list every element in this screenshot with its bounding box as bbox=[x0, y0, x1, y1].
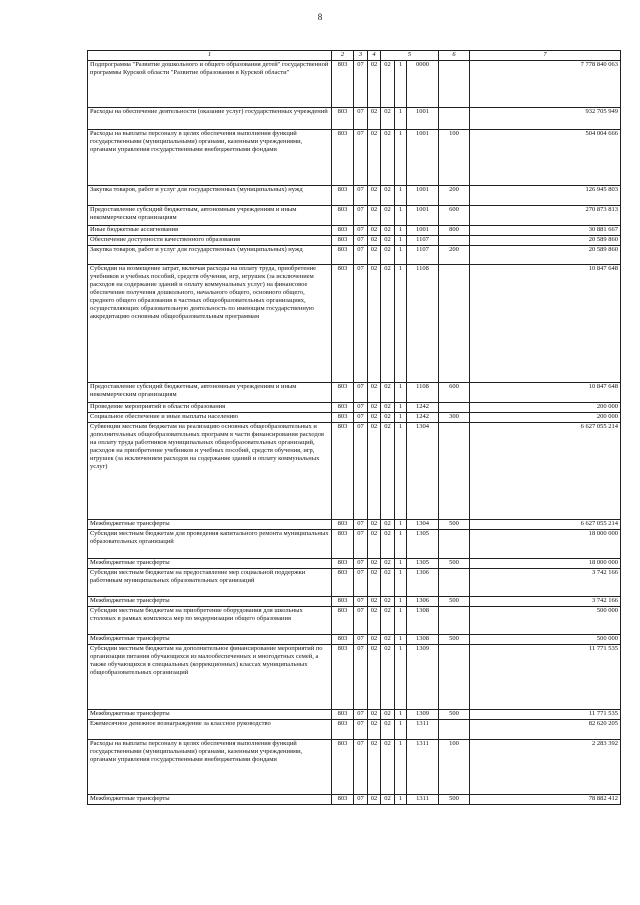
cell-expense-type-code: 500 bbox=[439, 710, 470, 720]
cell-subprogram-code: 1 bbox=[395, 61, 407, 108]
cell-subsection-code: 02 bbox=[368, 413, 381, 423]
table-row bbox=[88, 265, 621, 383]
cell-ministry-code: 803 bbox=[332, 61, 354, 108]
table-row bbox=[88, 423, 621, 520]
cell-subsection-code: 02 bbox=[368, 530, 381, 559]
table-row bbox=[88, 559, 621, 569]
cell-direction-code: 1311 bbox=[407, 720, 439, 740]
cell-subsection-code: 02 bbox=[368, 645, 381, 710]
cell-program-code: 02 bbox=[381, 635, 395, 645]
cell-amount: 200 000 bbox=[470, 403, 621, 413]
table-row bbox=[88, 569, 621, 597]
cell-subsection-code: 02 bbox=[368, 720, 381, 740]
table-row bbox=[88, 740, 621, 795]
cell-section-code: 07 bbox=[354, 520, 368, 530]
cell-expense-type-code: 500 bbox=[439, 597, 470, 607]
table-row bbox=[88, 720, 621, 740]
column-header: 4 bbox=[368, 51, 381, 61]
cell-ministry-code: 803 bbox=[332, 645, 354, 710]
cell-subprogram-code: 1 bbox=[395, 795, 407, 805]
cell-section-code: 07 bbox=[354, 206, 368, 226]
row-description: Ежемесячное денежное вознаграждение за классное руководство bbox=[88, 720, 332, 740]
cell-section-code: 07 bbox=[354, 635, 368, 645]
cell-direction-code: 1108 bbox=[407, 383, 439, 403]
table-row bbox=[88, 226, 621, 236]
budget-table bbox=[87, 50, 621, 805]
cell-program-code: 02 bbox=[381, 597, 395, 607]
cell-subprogram-code: 1 bbox=[395, 720, 407, 740]
cell-expense-type-code: 300 bbox=[439, 413, 470, 423]
cell-subsection-code: 02 bbox=[368, 795, 381, 805]
cell-direction-code: 1001 bbox=[407, 186, 439, 206]
cell-subprogram-code: 1 bbox=[395, 413, 407, 423]
cell-subsection-code: 02 bbox=[368, 383, 381, 403]
cell-amount: 200 000 bbox=[470, 413, 621, 423]
cell-section-code: 07 bbox=[354, 236, 368, 246]
cell-ministry-code: 803 bbox=[332, 569, 354, 597]
cell-program-code: 02 bbox=[381, 645, 395, 710]
column-header: 3 bbox=[354, 51, 368, 61]
cell-program-code: 02 bbox=[381, 423, 395, 520]
cell-subsection-code: 02 bbox=[368, 130, 381, 186]
cell-amount: 20 589 860 bbox=[470, 246, 621, 265]
cell-program-code: 02 bbox=[381, 61, 395, 108]
cell-subsection-code: 02 bbox=[368, 226, 381, 236]
cell-subsection-code: 02 bbox=[368, 559, 381, 569]
cell-subsection-code: 02 bbox=[368, 569, 381, 597]
cell-amount: 30 881 667 bbox=[470, 226, 621, 236]
cell-direction-code: 1304 bbox=[407, 520, 439, 530]
cell-program-code: 02 bbox=[381, 236, 395, 246]
cell-ministry-code: 803 bbox=[332, 226, 354, 236]
cell-section-code: 07 bbox=[354, 645, 368, 710]
cell-subprogram-code: 1 bbox=[395, 645, 407, 710]
cell-subprogram-code: 1 bbox=[395, 236, 407, 246]
cell-expense-type-code bbox=[439, 530, 470, 559]
row-description: Межбюджетные трансферты bbox=[88, 559, 332, 569]
cell-ministry-code: 803 bbox=[332, 710, 354, 720]
cell-subprogram-code: 1 bbox=[395, 246, 407, 265]
table-row bbox=[88, 645, 621, 710]
cell-ministry-code: 803 bbox=[332, 635, 354, 645]
cell-amount: 270 873 813 bbox=[470, 206, 621, 226]
cell-ministry-code: 803 bbox=[332, 403, 354, 413]
cell-subsection-code: 02 bbox=[368, 236, 381, 246]
cell-program-code: 02 bbox=[381, 246, 395, 265]
cell-program-code: 02 bbox=[381, 607, 395, 635]
cell-amount: 10 847 648 bbox=[470, 265, 621, 383]
column-header: 1 bbox=[88, 51, 332, 61]
cell-subprogram-code: 1 bbox=[395, 265, 407, 383]
cell-subsection-code: 02 bbox=[368, 423, 381, 520]
cell-subprogram-code: 1 bbox=[395, 130, 407, 186]
row-description: Обеспечение доступности качественного образования bbox=[88, 236, 332, 246]
cell-direction-code: 1107 bbox=[407, 246, 439, 265]
cell-expense-type-code: 200 bbox=[439, 246, 470, 265]
table-row bbox=[88, 520, 621, 530]
row-description: Иные бюджетные ассигнования bbox=[88, 226, 332, 236]
table-row bbox=[88, 530, 621, 559]
cell-expense-type-code: 500 bbox=[439, 795, 470, 805]
row-description: Субсидии местным бюджетам на предоставление мер социальной поддержки работникам муниципальных образовательных организаций bbox=[88, 569, 332, 597]
cell-section-code: 07 bbox=[354, 740, 368, 795]
cell-program-code: 02 bbox=[381, 795, 395, 805]
cell-amount: 11 771 535 bbox=[470, 710, 621, 720]
table-row bbox=[88, 403, 621, 413]
cell-expense-type-code: 500 bbox=[439, 520, 470, 530]
cell-subsection-code: 02 bbox=[368, 186, 381, 206]
column-header: 2 bbox=[332, 51, 354, 61]
cell-amount: 500 000 bbox=[470, 607, 621, 635]
cell-amount: 126 945 803 bbox=[470, 186, 621, 206]
cell-direction-code: 1242 bbox=[407, 403, 439, 413]
cell-section-code: 07 bbox=[354, 530, 368, 559]
cell-section-code: 07 bbox=[354, 186, 368, 206]
cell-section-code: 07 bbox=[354, 795, 368, 805]
cell-section-code: 07 bbox=[354, 423, 368, 520]
cell-section-code: 07 bbox=[354, 265, 368, 383]
cell-subprogram-code: 1 bbox=[395, 520, 407, 530]
table-row bbox=[88, 710, 621, 720]
cell-ministry-code: 803 bbox=[332, 597, 354, 607]
cell-ministry-code: 803 bbox=[332, 108, 354, 130]
cell-expense-type-code bbox=[439, 265, 470, 383]
row-description: Субвенции местным бюджетам на реализацию основных общеобразовательных и дополнительных общеобразовательных программ в части финансирования расходов на оплату труда работников муниципальных общеобразовательных организаций, расходов на приобретение учебников и учебных пособий, средств обучения, игр, игрушек (за исключением расходов на содержание зданий и оплату коммунальных услуг) bbox=[88, 423, 332, 520]
cell-ministry-code: 803 bbox=[332, 423, 354, 520]
cell-direction-code: 1306 bbox=[407, 569, 439, 597]
cell-expense-type-code: 600 bbox=[439, 383, 470, 403]
cell-expense-type-code bbox=[439, 569, 470, 597]
table-row bbox=[88, 108, 621, 130]
cell-amount: 18 000 000 bbox=[470, 530, 621, 559]
row-description: Закупка товаров, работ и услуг для государственных (муниципальных) нужд bbox=[88, 186, 332, 206]
cell-subsection-code: 02 bbox=[368, 108, 381, 130]
table-header-row bbox=[88, 51, 621, 61]
table-row bbox=[88, 130, 621, 186]
cell-amount: 82 620 205 bbox=[470, 720, 621, 740]
cell-direction-code: 1308 bbox=[407, 607, 439, 635]
cell-program-code: 02 bbox=[381, 206, 395, 226]
cell-amount: 3 742 166 bbox=[470, 597, 621, 607]
cell-subsection-code: 02 bbox=[368, 740, 381, 795]
table-row bbox=[88, 236, 621, 246]
row-description: Межбюджетные трансферты bbox=[88, 710, 332, 720]
cell-section-code: 07 bbox=[354, 226, 368, 236]
cell-direction-code: 1311 bbox=[407, 795, 439, 805]
cell-section-code: 07 bbox=[354, 383, 368, 403]
cell-amount: 20 589 860 bbox=[470, 236, 621, 246]
cell-amount: 18 000 000 bbox=[470, 559, 621, 569]
row-description: Расходы на выплаты персоналу в целях обеспечения выполнения функций государственными (муниципальными) органами, казенными учреждениями, органами управления государственными внебюджетными фондами bbox=[88, 740, 332, 795]
cell-ministry-code: 803 bbox=[332, 206, 354, 226]
cell-section-code: 07 bbox=[354, 710, 368, 720]
cell-subsection-code: 02 bbox=[368, 246, 381, 265]
cell-amount: 500 000 bbox=[470, 635, 621, 645]
cell-section-code: 07 bbox=[354, 413, 368, 423]
cell-subprogram-code: 1 bbox=[395, 710, 407, 720]
cell-program-code: 02 bbox=[381, 265, 395, 383]
cell-ministry-code: 803 bbox=[332, 740, 354, 795]
cell-direction-code: 1001 bbox=[407, 108, 439, 130]
cell-section-code: 07 bbox=[354, 61, 368, 108]
table-row bbox=[88, 246, 621, 265]
cell-expense-type-code: 500 bbox=[439, 559, 470, 569]
cell-amount: 504 004 666 bbox=[470, 130, 621, 186]
cell-amount: 932 705 949 bbox=[470, 108, 621, 130]
cell-subprogram-code: 1 bbox=[395, 635, 407, 645]
table-row bbox=[88, 206, 621, 226]
cell-expense-type-code: 500 bbox=[439, 635, 470, 645]
row-description: Социальное обеспечение и иные выплаты населению bbox=[88, 413, 332, 423]
cell-program-code: 02 bbox=[381, 530, 395, 559]
cell-section-code: 07 bbox=[354, 108, 368, 130]
cell-direction-code: 1305 bbox=[407, 530, 439, 559]
cell-expense-type-code bbox=[439, 423, 470, 520]
cell-program-code: 02 bbox=[381, 413, 395, 423]
cell-ministry-code: 803 bbox=[332, 186, 354, 206]
cell-ministry-code: 803 bbox=[332, 607, 354, 635]
cell-section-code: 07 bbox=[354, 403, 368, 413]
cell-expense-type-code bbox=[439, 403, 470, 413]
cell-ministry-code: 803 bbox=[332, 559, 354, 569]
cell-amount: 10 847 648 bbox=[470, 383, 621, 403]
cell-program-code: 02 bbox=[381, 226, 395, 236]
cell-expense-type-code bbox=[439, 108, 470, 130]
cell-direction-code: 1108 bbox=[407, 265, 439, 383]
cell-ministry-code: 803 bbox=[332, 383, 354, 403]
cell-direction-code: 1311 bbox=[407, 740, 439, 795]
cell-subprogram-code: 1 bbox=[395, 569, 407, 597]
table-row bbox=[88, 597, 621, 607]
cell-section-code: 07 bbox=[354, 130, 368, 186]
row-description: Подпрограмма "Развитие дошкольного и общего образования детей" государственной программы Курской области "Развитие образования в Курской области" bbox=[88, 61, 332, 108]
row-description: Межбюджетные трансферты bbox=[88, 795, 332, 805]
cell-expense-type-code bbox=[439, 236, 470, 246]
cell-expense-type-code: 200 bbox=[439, 186, 470, 206]
row-description: Субсидии на возмещение затрат, включая расходы на оплату труда, приобретение учебников и учебных пособий, средств обучения, игр, игрушек (за исключением расходов на содержание зданий и оплату коммунальных услуг) на финансовое обеспечение получения дошкольного, начального общего, основного общего, среднего общего образования в частных общеобразовательных организациях, осуществляющих образовательную деятельность по имеющим государственную аккредитацию основным общеобразовательным программам bbox=[88, 265, 332, 383]
table-row bbox=[88, 635, 621, 645]
cell-subsection-code: 02 bbox=[368, 206, 381, 226]
cell-expense-type-code: 100 bbox=[439, 130, 470, 186]
cell-ministry-code: 803 bbox=[332, 130, 354, 186]
cell-direction-code: 1305 bbox=[407, 559, 439, 569]
row-description: Предоставление субсидий бюджетным, автономным учреждениям и иным некоммерческим организациям bbox=[88, 383, 332, 403]
cell-direction-code: 1242 bbox=[407, 413, 439, 423]
cell-ministry-code: 803 bbox=[332, 530, 354, 559]
cell-amount: 3 742 166 bbox=[470, 569, 621, 597]
cell-direction-code: 1308 bbox=[407, 635, 439, 645]
cell-subprogram-code: 1 bbox=[395, 403, 407, 413]
cell-program-code: 02 bbox=[381, 403, 395, 413]
cell-section-code: 07 bbox=[354, 607, 368, 635]
cell-ministry-code: 803 bbox=[332, 413, 354, 423]
cell-expense-type-code bbox=[439, 61, 470, 108]
cell-subsection-code: 02 bbox=[368, 520, 381, 530]
cell-direction-code: 1001 bbox=[407, 226, 439, 236]
cell-expense-type-code bbox=[439, 607, 470, 635]
table-row bbox=[88, 795, 621, 805]
cell-amount: 11 771 535 bbox=[470, 645, 621, 710]
cell-amount: 2 283 392 bbox=[470, 740, 621, 795]
cell-program-code: 02 bbox=[381, 130, 395, 186]
cell-subsection-code: 02 bbox=[368, 61, 381, 108]
table-row bbox=[88, 186, 621, 206]
cell-section-code: 07 bbox=[354, 569, 368, 597]
cell-direction-code: 1001 bbox=[407, 130, 439, 186]
cell-program-code: 02 bbox=[381, 720, 395, 740]
cell-program-code: 02 bbox=[381, 383, 395, 403]
cell-program-code: 02 bbox=[381, 186, 395, 206]
cell-program-code: 02 bbox=[381, 520, 395, 530]
column-header: 6 bbox=[439, 51, 470, 61]
cell-subprogram-code: 1 bbox=[395, 383, 407, 403]
cell-amount: 6 627 055 214 bbox=[470, 520, 621, 530]
column-header: 7 bbox=[470, 51, 621, 61]
table-row bbox=[88, 61, 621, 108]
table-row bbox=[88, 413, 621, 423]
row-description: Межбюджетные трансферты bbox=[88, 520, 332, 530]
cell-program-code: 02 bbox=[381, 108, 395, 130]
cell-direction-code: 1304 bbox=[407, 423, 439, 520]
cell-direction-code: 1309 bbox=[407, 645, 439, 710]
cell-subprogram-code: 1 bbox=[395, 206, 407, 226]
cell-program-code: 02 bbox=[381, 710, 395, 720]
cell-amount: 78 882 412 bbox=[470, 795, 621, 805]
cell-subsection-code: 02 bbox=[368, 635, 381, 645]
cell-subprogram-code: 1 bbox=[395, 597, 407, 607]
cell-direction-code: 1107 bbox=[407, 236, 439, 246]
cell-program-code: 02 bbox=[381, 559, 395, 569]
cell-direction-code: 1306 bbox=[407, 597, 439, 607]
cell-expense-type-code bbox=[439, 645, 470, 710]
row-description: Расходы на обеспечение деятельности (оказание услуг) государственных учреждений bbox=[88, 108, 332, 130]
cell-expense-type-code: 600 bbox=[439, 206, 470, 226]
cell-direction-code: 1309 bbox=[407, 710, 439, 720]
cell-subprogram-code: 1 bbox=[395, 423, 407, 520]
row-description: Межбюджетные трансферты bbox=[88, 635, 332, 645]
column-header: 5 bbox=[381, 51, 439, 61]
cell-ministry-code: 803 bbox=[332, 246, 354, 265]
row-description: Субсидии местным бюджетам на приобретение оборудования для школьных столовых в рамках комплекса мер по модернизации общего образования bbox=[88, 607, 332, 635]
cell-subprogram-code: 1 bbox=[395, 530, 407, 559]
cell-subsection-code: 02 bbox=[368, 607, 381, 635]
row-description: Предоставление субсидий бюджетным, автономным учреждениям и иным некоммерческим организациям bbox=[88, 206, 332, 226]
cell-expense-type-code: 100 bbox=[439, 740, 470, 795]
cell-subsection-code: 02 bbox=[368, 597, 381, 607]
cell-amount: 6 627 055 214 bbox=[470, 423, 621, 520]
cell-section-code: 07 bbox=[354, 597, 368, 607]
cell-subsection-code: 02 bbox=[368, 710, 381, 720]
cell-amount: 7 778 840 063 bbox=[470, 61, 621, 108]
cell-subsection-code: 02 bbox=[368, 265, 381, 383]
cell-subprogram-code: 1 bbox=[395, 559, 407, 569]
cell-ministry-code: 803 bbox=[332, 265, 354, 383]
cell-ministry-code: 803 bbox=[332, 236, 354, 246]
row-description: Субсидии местным бюджетам для проведения капитального ремонта муниципальных образовательных организаций bbox=[88, 530, 332, 559]
row-description: Закупка товаров, работ и услуг для государственных (муниципальных) нужд bbox=[88, 246, 332, 265]
cell-expense-type-code: 800 bbox=[439, 226, 470, 236]
cell-direction-code: 0000 bbox=[407, 61, 439, 108]
cell-subprogram-code: 1 bbox=[395, 108, 407, 130]
cell-ministry-code: 803 bbox=[332, 720, 354, 740]
cell-ministry-code: 803 bbox=[332, 795, 354, 805]
table-row bbox=[88, 607, 621, 635]
cell-program-code: 02 bbox=[381, 569, 395, 597]
row-description: Проведение мероприятий в области образования bbox=[88, 403, 332, 413]
cell-section-code: 07 bbox=[354, 559, 368, 569]
cell-subprogram-code: 1 bbox=[395, 186, 407, 206]
page-number: 8 bbox=[317, 12, 323, 22]
cell-section-code: 07 bbox=[354, 720, 368, 740]
cell-subprogram-code: 1 bbox=[395, 607, 407, 635]
cell-subsection-code: 02 bbox=[368, 403, 381, 413]
cell-subprogram-code: 1 bbox=[395, 226, 407, 236]
cell-section-code: 07 bbox=[354, 246, 368, 265]
cell-ministry-code: 803 bbox=[332, 520, 354, 530]
row-description: Расходы на выплаты персоналу в целях обеспечения выполнения функций государственными (муниципальными) органами, казенными учреждениями, органами управления государственными внебюджетными фондами bbox=[88, 130, 332, 186]
table-row bbox=[88, 383, 621, 403]
cell-expense-type-code bbox=[439, 720, 470, 740]
cell-program-code: 02 bbox=[381, 740, 395, 795]
row-description: Межбюджетные трансферты bbox=[88, 597, 332, 607]
row-description: Субсидии местным бюджетам на дополнительное финансирование мероприятий по организации питания обучающихся из малообеспеченных и многодетных семей, а также обучающихся в специальных (коррекционных) классах муниципальных общеобразовательных организаций bbox=[88, 645, 332, 710]
cell-direction-code: 1001 bbox=[407, 206, 439, 226]
cell-subprogram-code: 1 bbox=[395, 740, 407, 795]
